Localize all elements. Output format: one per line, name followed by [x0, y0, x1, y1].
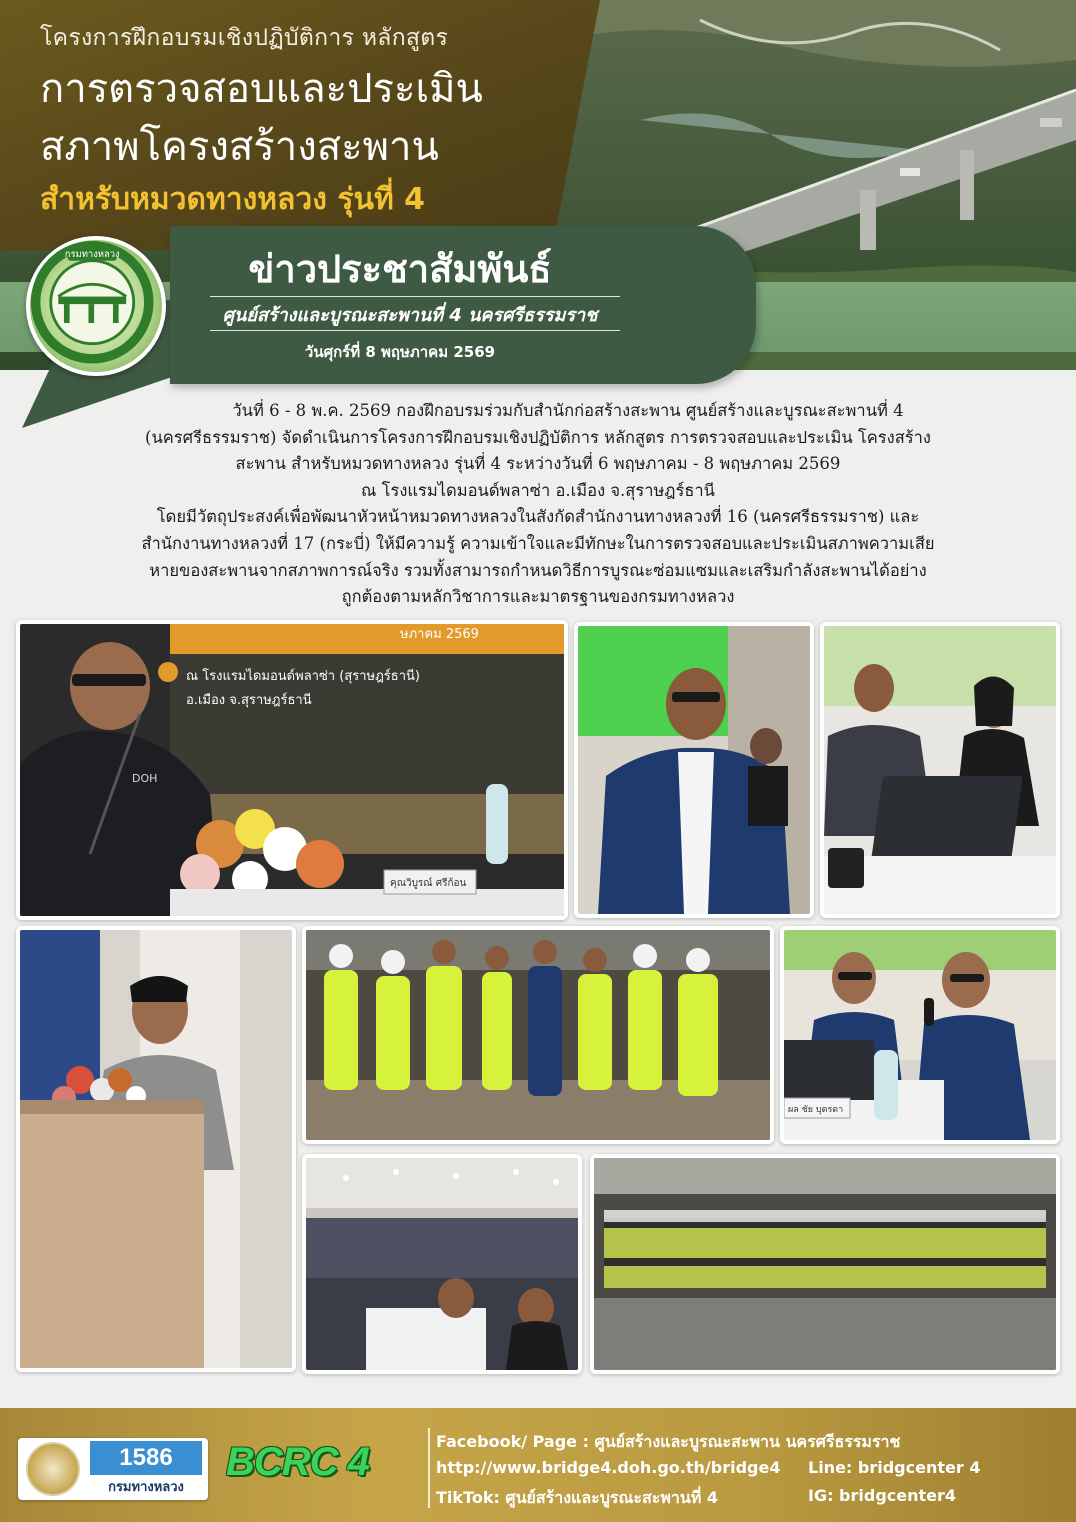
microphone-photo — [784, 930, 1056, 1140]
body-line: โดยมีวัตถุประสงค์เพื่อพัฒนาหัวหน้าหมวดทางหลวงในสังกัดสำนักงานทางหลวงที่ 16 (นครศรีธรรมราช) และ — [156, 507, 920, 527]
website-link[interactable]: http://www.bridge4.doh.go.th/bridge4 — [436, 1458, 781, 1477]
course-title — [40, 60, 483, 176]
photo-audience-hall — [302, 1154, 582, 1374]
photo-speaker-table — [16, 620, 568, 920]
participant-photo — [578, 626, 810, 914]
tiktok-link[interactable]: TikTok: ศูนย์สร้างและบูรณะสะพานที่ 4 — [436, 1488, 719, 1507]
photo-speaker-podium — [16, 926, 296, 1372]
site-group-photo — [306, 930, 770, 1140]
body-line: (นครศรีธรรมราช) จัดดำเนินการโครงการฝึกอบรมเชิงปฏิบัติการ หลักสูตร การตรวจสอบและประเมิน โครงสร้าง — [145, 427, 931, 447]
hotline-label: กรมทางหลวง — [108, 1480, 184, 1495]
facebook-link[interactable]: Facebook/ Page : ศูนย์สร้างและบูรณะสะพาน นครศรีธรรมราช — [436, 1432, 901, 1451]
logo-text: กรมทางหลวง — [64, 248, 120, 260]
photo-large-group — [590, 1154, 1060, 1374]
podium-photo — [20, 930, 292, 1368]
doh-emblem-icon — [30, 240, 162, 372]
body-line: สะพาน สำหรับหมวดทางหลวง รุ่นที่ 4 ระหว่างวันที่ 6 พฤษภาคม - 8 พฤษภาคม 2569 — [235, 454, 841, 474]
shirt-logo: DOH — [132, 772, 158, 785]
body-line: วันที่ 6 - 8 พ.ค. 2569 กองฝึกอบรมร่วมกับสำนักก่อสร้างสะพาน ศูนย์สร้างและบูรณะสะพานที่ 4 — [232, 401, 904, 420]
photo-participant-portrait — [574, 622, 814, 918]
line-contact[interactable]: Line: bridgcenter 4 — [808, 1458, 981, 1477]
body-line: ณ โรงแรมไดมอนด์พลาซ่า อ.เมือง จ.สุราษฎร์ธานี — [361, 480, 715, 500]
body-line: ถูกต้องตามหลักวิชาการและมาตรฐานของกรมทางหลวง — [341, 587, 735, 607]
course-title-line2: สภาพโครงสร้างสะพาน — [40, 124, 439, 170]
photo-laptop-participants — [820, 622, 1060, 918]
photo-speaker-microphone — [780, 926, 1060, 1144]
screen-location-line1: ณ โรงแรมไดมอนด์พลาซ่า (สุราษฎร์ธานี) — [186, 669, 420, 684]
course-generation: สำหรับหมวดทางหลวง รุ่นที่ 4 — [40, 182, 426, 217]
large-group-photo — [594, 1158, 1056, 1370]
course-title-line1: การตรวจสอบและประเมิน — [40, 66, 483, 112]
nameplate: ผล ชัย บุตรดา — [788, 1105, 844, 1115]
group-members — [604, 1210, 1046, 1288]
news-body — [18, 398, 1058, 611]
screen-date-fragment: ษภาคม 2569 — [400, 627, 479, 642]
hotline-badge — [18, 1438, 208, 1500]
news-title: ข่าวประชาสัมพันธ์ — [248, 247, 552, 291]
speaker-photo — [20, 624, 564, 916]
doh-logo — [26, 236, 166, 376]
body-line: สำนักงานทางหลวงที่ 17 (กระบี่) ให้มีความรู้ ความเข้าใจและมีทักษะในการตรวจสอบและประเมินสภาพความเสีย — [141, 533, 935, 553]
laptop-photo — [824, 626, 1056, 914]
screen-location-line2: อ.เมือง จ.สุราษฎร์ธานี — [186, 693, 312, 708]
body-line: หายของสะพานจากสภาพการณ์จริง รวมทั้งสามารถกำหนดวิธีการบูรณะซ่อมแซมและเสริมกำลังสะพานได้อย่าง — [149, 560, 927, 580]
project-subtitle: โครงการฝึกอบรมเชิงปฏิบัติการ หลักสูตร — [40, 25, 449, 51]
organization-name: ศูนย์สร้างและบูรณะสะพานที่ 4 นครศรีธรรมราช — [222, 305, 598, 326]
hotline-number: 1586 — [90, 1441, 202, 1475]
photo-site-group — [302, 926, 774, 1144]
nameplate: คุณวิบูรณ์ ศรีก้อน — [390, 878, 467, 889]
divider — [210, 330, 620, 331]
divider — [210, 296, 620, 297]
ig-link[interactable]: IG: bridgcenter4 — [808, 1486, 957, 1505]
doh-seal-icon — [26, 1442, 80, 1496]
news-date: วันศุกร์ที่ 8 พฤษภาคม 2569 — [304, 343, 496, 361]
divider — [428, 1428, 430, 1508]
audience-photo — [306, 1158, 578, 1370]
bcrc-logo: BCRC 4 — [226, 1440, 369, 1484]
